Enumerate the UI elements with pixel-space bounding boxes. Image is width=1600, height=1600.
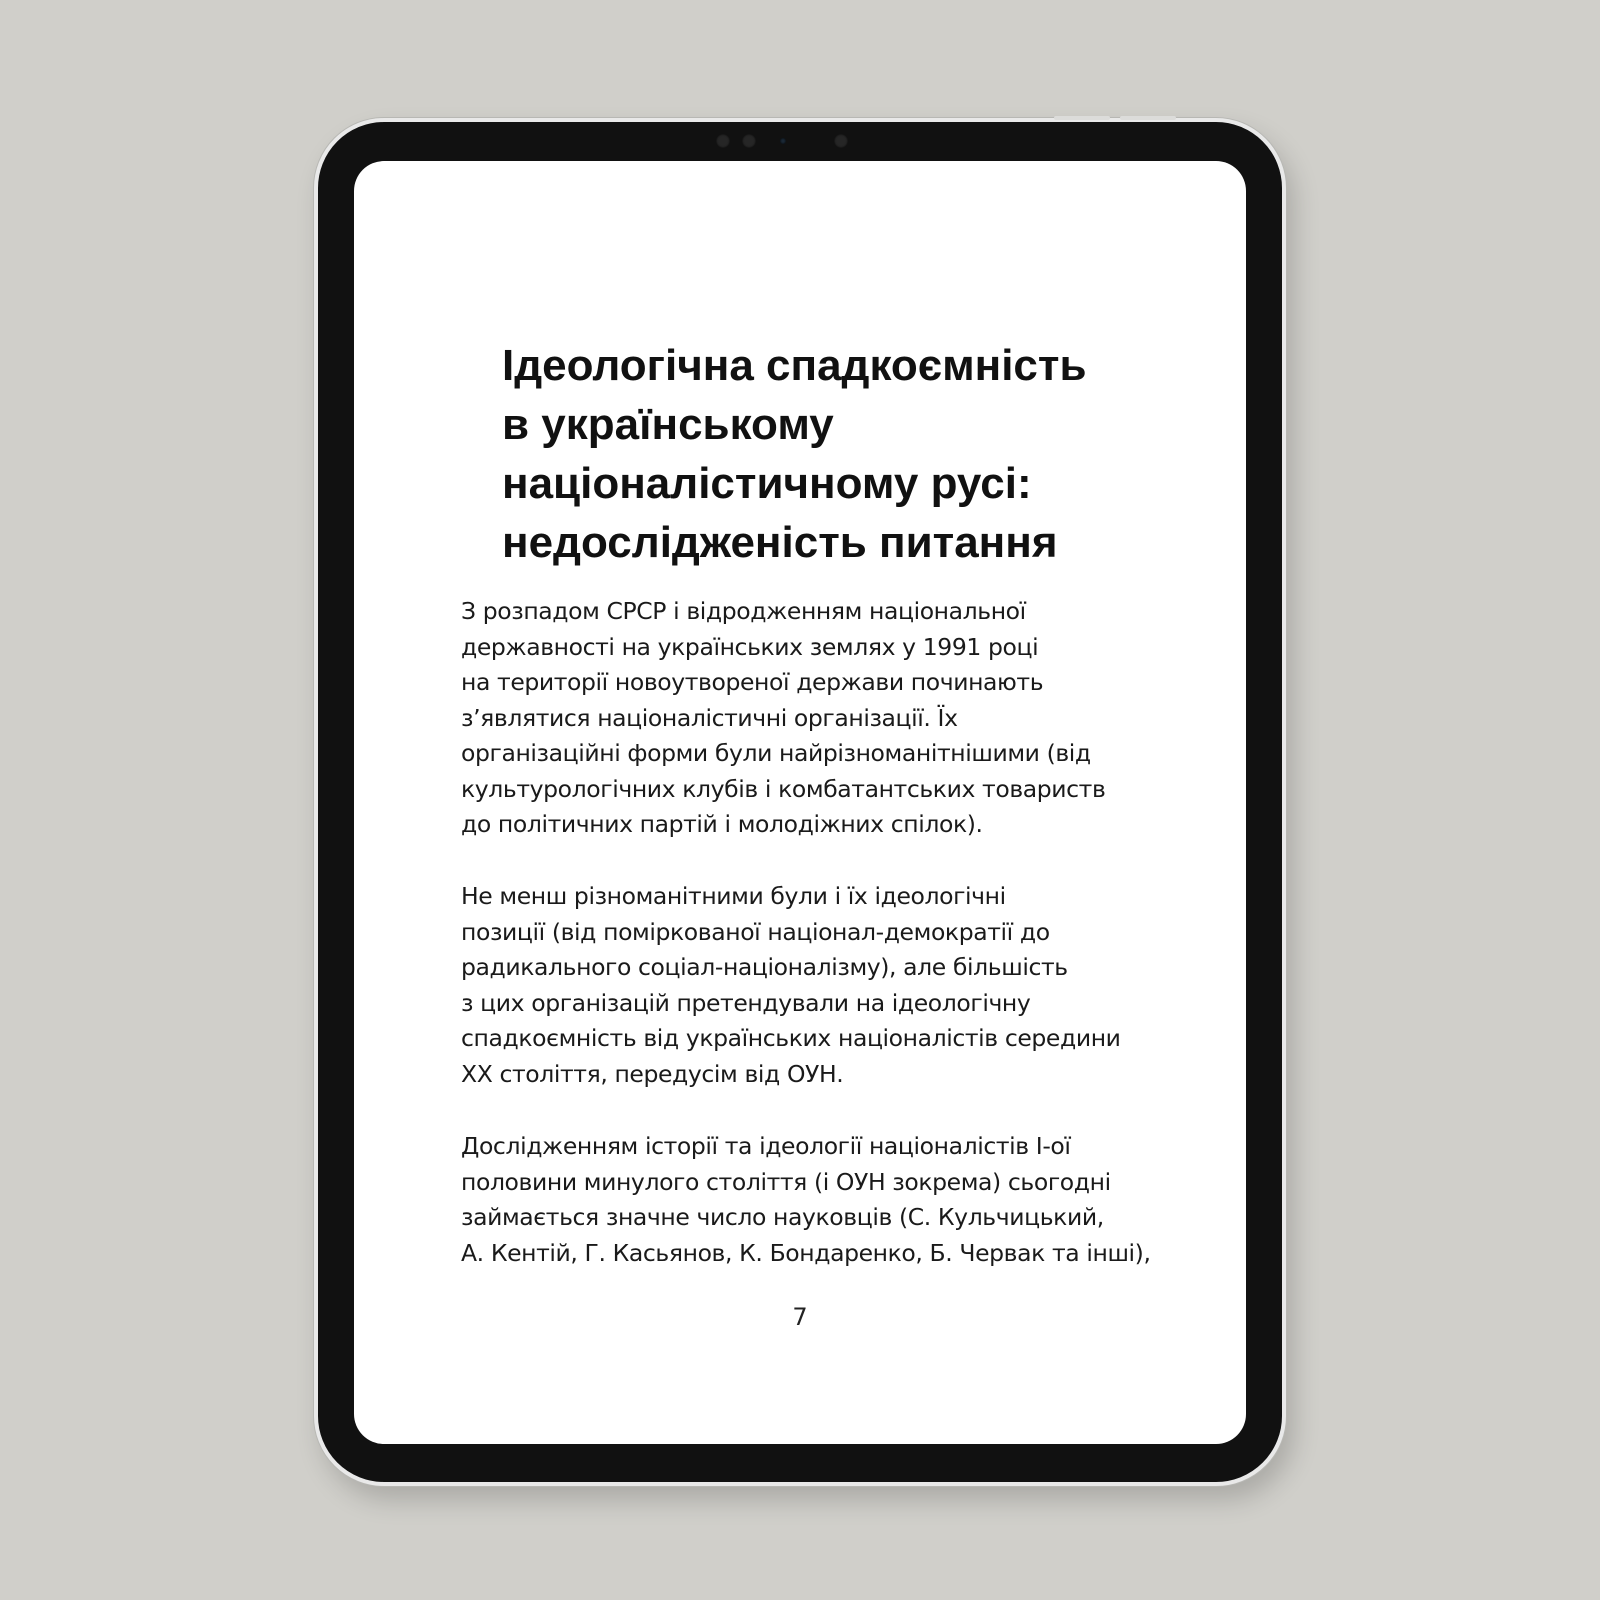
sensor-icon: [716, 134, 730, 148]
proximity-sensor-icon: [780, 138, 786, 144]
volume-button: [1054, 116, 1110, 120]
camera-bar: [318, 130, 1282, 150]
chapter-title: Ідеологічна спадкоємність в українському націоналістичному русі: недослідженість питання: [502, 341, 1087, 567]
page-number: 7: [792, 1303, 808, 1331]
camera-icon: [834, 134, 848, 148]
paragraph-1: З розпадом СРСР і відродженням національної державності на українських землях у 1991 році на території новоутвореної держави починають з’являтися націоналістичні організації. Їх організаційні форми були найрізноманітнішими (від культурологічних клубів і комбатантських товариств до політичних партій і молодіжних спілок).: [461, 597, 1106, 838]
paragraph-2: Не менш різноманітними були і їх ідеологічні позиції (від поміркованої націонал-демократії до радикального соціал-націоналізму), але більшість з цих організацій претендували на ідеологічну спадкоємність від українських націоналістів середини XX століття, передусім від ОУН.: [461, 882, 1121, 1088]
camera-icon: [742, 134, 756, 148]
tablet-screen[interactable]: [354, 161, 1246, 1444]
paragraph-3: Дослідженням історії та ідеології націоналістів І-ої половини минулого століття (і ОУН зокрема) сьогодні займається значне число науковців (С. Кульчицький, А. Кентій, Г. Касьянов, К. Бондаренко, Б. Червак та інші),: [461, 1132, 1151, 1267]
tablet-device: [314, 118, 1286, 1486]
volume-button: [1120, 116, 1176, 120]
